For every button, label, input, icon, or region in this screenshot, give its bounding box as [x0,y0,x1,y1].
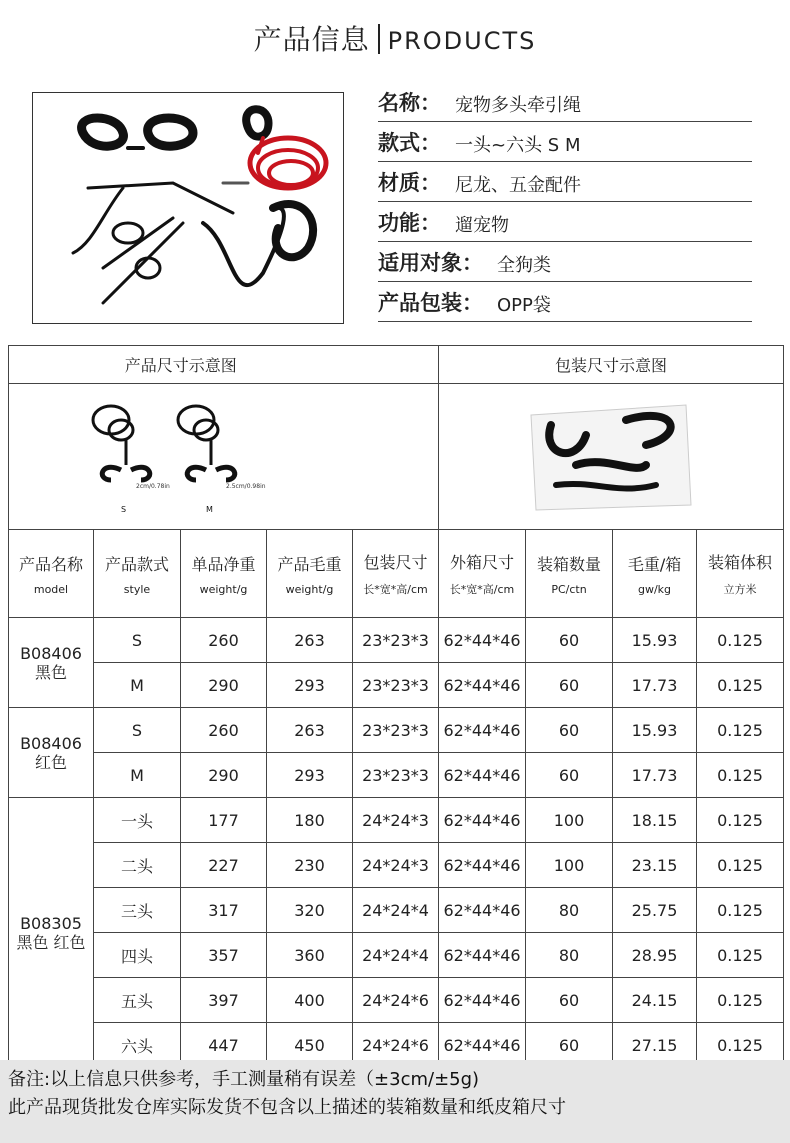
table-cell: 100 [526,798,613,843]
column-header-title: 装箱体积 [708,553,773,572]
table-cell: 62*44*46 [439,618,526,663]
page-title [0,18,790,58]
table-cell: M [94,753,181,798]
info-row-packaging: 产品包装： OPP袋 [378,282,752,322]
table-cell: 24.15 [613,978,697,1023]
table-cell: 397 [181,978,267,1023]
column-header-unit: gw/kg [637,582,672,596]
table-cell: 62*44*46 [439,843,526,888]
column-header [267,530,353,618]
table-cell: 62*44*46 [439,798,526,843]
table-cell: 62*44*46 [439,888,526,933]
table-cell: 227 [181,843,267,888]
column-header-unit: PC/ctn [551,582,587,596]
table-cell: 180 [267,798,353,843]
table-cell: 293 [267,663,353,708]
table-cell: 60 [526,1023,613,1068]
column-header-unit: weight/g [199,582,248,596]
table-cell: 15.93 [613,618,697,663]
table-cell: 23*23*3 [353,708,439,753]
table-cell: 28.95 [613,933,697,978]
table-cell: S [94,708,181,753]
table-cell: 317 [181,888,267,933]
note-disclaimer: 备注:以上信息只供参考，手工测量稍有误差（±3cm/±5g) [8,1069,480,1090]
table-cell: 62*44*46 [439,663,526,708]
table-cell: 0.125 [697,708,784,753]
table-cell: 60 [526,708,613,753]
table-cell: 0.125 [697,1023,784,1068]
column-header [9,530,94,618]
info-row-material: 材质： 尼龙、五金配件 [378,162,752,202]
column-header-row [9,530,784,618]
table-cell: 24*24*4 [353,933,439,978]
table-row [9,753,784,798]
table-cell: M [94,663,181,708]
table-cell: 60 [526,618,613,663]
table-cell: 23*23*3 [353,618,439,663]
dim-m-label: 2.5cm/0.98in [225,482,266,490]
product-photo [32,92,344,324]
table-row [9,933,784,978]
column-header [94,530,181,618]
column-header [697,530,784,618]
table-cell: 18.15 [613,798,697,843]
dim-s-label: 2cm/0.78in [135,482,170,490]
table-cell: 25.75 [613,888,697,933]
table-cell: 17.73 [613,753,697,798]
table-cell: 60 [526,753,613,798]
info-row-function: 功能： 遛宠物 [378,202,752,242]
table-cell: 三头 [94,888,181,933]
table-cell: 400 [267,978,353,1023]
column-header-title: 产品毛重 [277,554,342,574]
model-cell [9,618,94,708]
table-cell: 60 [526,978,613,1023]
table-cell: 24*24*4 [353,888,439,933]
table-cell: 一头 [94,798,181,843]
table-cell: 24*24*3 [353,798,439,843]
table-cell: 62*44*46 [439,978,526,1023]
column-header-unit: weight/g [285,582,334,596]
table-cell: 263 [267,618,353,663]
table-cell: 177 [181,798,267,843]
table-cell: 260 [181,708,267,753]
table-cell: 24*24*6 [353,1023,439,1068]
table-cell: 290 [181,663,267,708]
table-cell: 二头 [94,843,181,888]
column-header [439,530,526,618]
table-cell: 0.125 [697,978,784,1023]
table-cell: 260 [181,618,267,663]
column-header-title: 产品名称 [18,554,83,574]
model-text: B08406 [20,643,82,663]
title-en: PRODUCTS [387,27,537,55]
table-cell: 60 [526,663,613,708]
table-cell: 290 [181,753,267,798]
table-cell: 23*23*3 [353,753,439,798]
package-illustration [526,395,696,515]
table-cell: 0.125 [697,618,784,663]
model-text: B08305 [20,913,82,933]
product-info-list [378,82,752,322]
column-header-unit: style [123,582,151,596]
table-cell: 15.93 [613,708,697,753]
table-cell: 17.73 [613,663,697,708]
size-s-label: S [120,504,126,514]
table-row [9,708,784,753]
column-header [353,530,439,618]
column-header-title: 毛重/箱 [627,554,682,574]
column-header-unit: 长*宽*高/cm [449,583,515,596]
package-size-diagram [439,384,784,530]
table-cell: 六头 [94,1023,181,1068]
title-divider [378,24,380,54]
table-cell: 27.15 [613,1023,697,1068]
model-cell [9,708,94,798]
column-header-title: 单品净重 [191,554,256,574]
column-header-unit: 立方米 [723,583,757,596]
package-size-diagram-title: 包装尺寸示意图 [439,346,784,384]
model-text: 黑色 [34,662,67,682]
table-cell: 293 [267,753,353,798]
table-cell: 五头 [94,978,181,1023]
table-cell: 447 [181,1023,267,1068]
table-row [9,888,784,933]
table-row [9,663,784,708]
table-cell: 263 [267,708,353,753]
table-row [9,978,784,1023]
table-cell: 0.125 [697,888,784,933]
column-header [526,530,613,618]
table-cell: 24*24*3 [353,843,439,888]
column-header-title: 外箱尺寸 [450,553,515,572]
model-text: B08406 [20,733,82,753]
table-cell: 0.125 [697,798,784,843]
table-row [9,618,784,663]
column-header [613,530,697,618]
column-header-unit: model [33,582,69,596]
product-size-diagram-title: 产品尺寸示意图 [9,346,353,384]
info-row-target: 适用对象： 全狗类 [378,242,752,282]
column-header [181,530,267,618]
table-cell: 230 [267,843,353,888]
column-header-title: 装箱数量 [537,554,602,574]
leash-illustration [33,93,343,323]
title-cn: 产品信息 [253,23,370,56]
table-cell: 0.125 [697,843,784,888]
table-cell: 360 [267,933,353,978]
note-shipping: 此产品现货批发仓库实际发货不包含以上描述的装箱数量和纸皮箱尺寸 [8,1097,566,1118]
table-cell: 0.125 [697,663,784,708]
info-row-style: 款式： 一头~六头 S M [378,122,752,162]
model-text: 红色 [34,752,67,772]
table-cell: 24*24*6 [353,978,439,1023]
table-cell: 100 [526,843,613,888]
table-cell: 62*44*46 [439,933,526,978]
column-header-title: 产品款式 [104,554,169,574]
table-cell: 450 [267,1023,353,1068]
table-cell: 0.125 [697,753,784,798]
table-cell: 357 [181,933,267,978]
model-cell [9,798,94,1068]
table-cell: 62*44*46 [439,1023,526,1068]
table-cell: 23.15 [613,843,697,888]
column-header-title: 包装尺寸 [363,553,428,572]
table-row [9,798,784,843]
table-cell: 62*44*46 [439,708,526,753]
spec-table [8,345,784,1068]
table-cell: S [94,618,181,663]
notes-box [0,1060,790,1143]
size-diagram-illustration [81,390,281,520]
table-cell: 320 [267,888,353,933]
table-cell: 80 [526,888,613,933]
table-cell: 80 [526,933,613,978]
product-size-diagram [9,384,353,530]
column-header-unit: 长*宽*高/cm [363,583,428,596]
size-m-label: M [205,504,213,514]
model-text: 黑色 红色 [16,932,86,952]
table-cell: 62*44*46 [439,753,526,798]
table-cell: 0.125 [697,933,784,978]
table-row [9,843,784,888]
table-cell: 四头 [94,933,181,978]
info-row-name: 名称： 宠物多头牵引绳 [378,82,752,122]
table-cell: 23*23*3 [353,663,439,708]
